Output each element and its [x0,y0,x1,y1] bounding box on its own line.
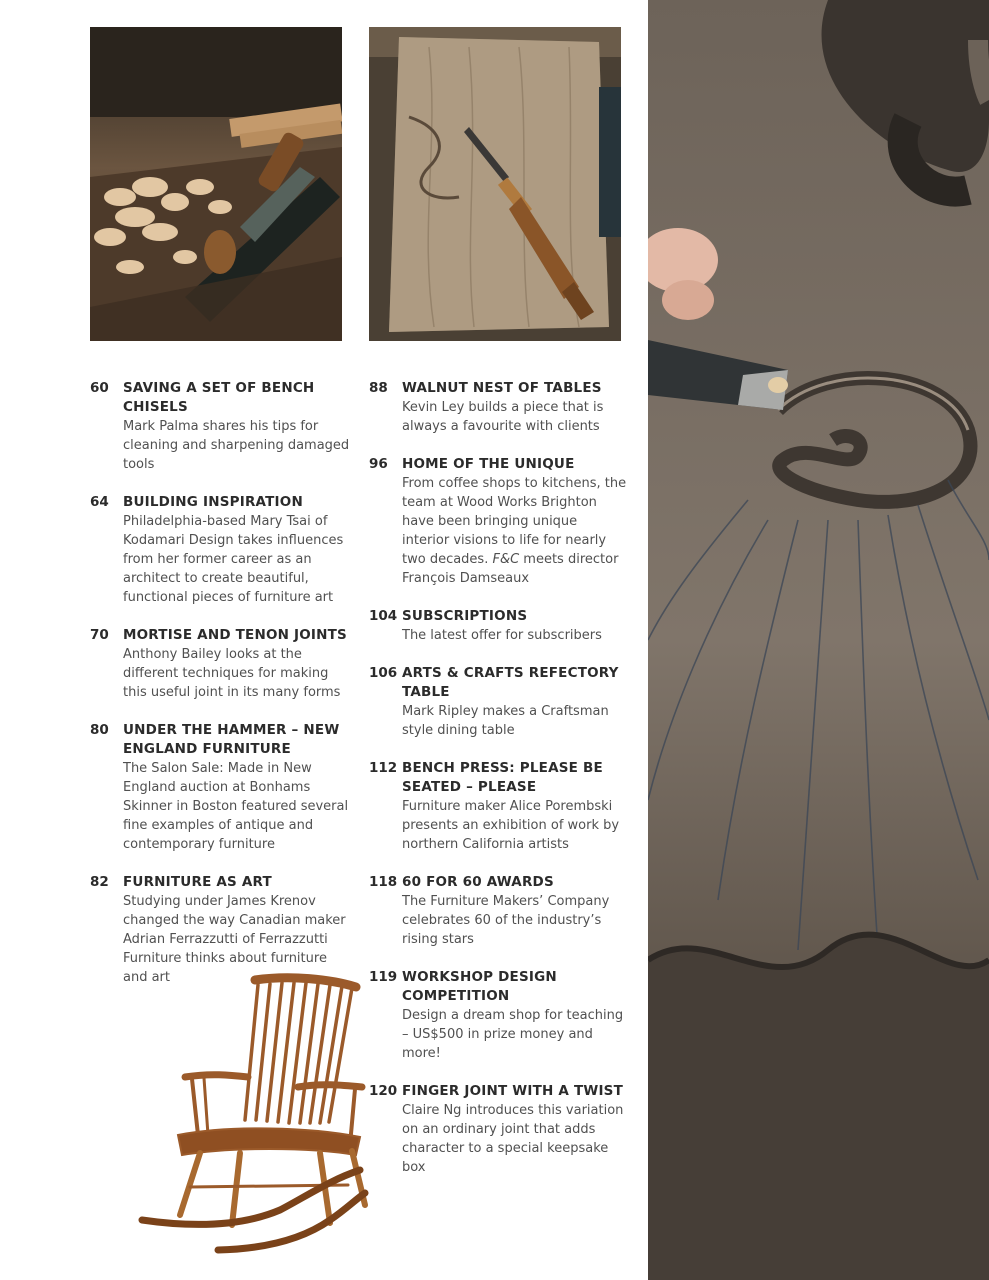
page-number: 96 [369,456,388,472]
page-number: 64 [90,494,109,510]
article-title: FURNITURE AS ART [123,874,272,890]
chisel-photo [369,27,621,341]
article-description: Mark Palma shares his tips for cleaning and sharpening damaged tools [123,419,350,472]
page-number: 119 [369,969,398,985]
page-number: 82 [90,874,109,890]
description-text: From coffee shops to kitchens, the team at Wood Works Brighton have been bringing unique interior visions to life for nearly two decades. [402,476,627,567]
page-number: 112 [369,760,398,776]
contents-entry[interactable] [90,379,350,474]
article-title: FINGER JOINT WITH A TWIST [402,1083,623,1099]
contents-entry[interactable] [369,379,627,436]
article-title: SAVING A SET OF BENCH CHISELS [123,380,315,415]
article-description: Studying under James Krenov changed the way Canadian maker Adrian Ferrazzutti of Ferrazzutti Furniture thinks about furniture and art [123,894,346,985]
article-description: Kevin Ley builds a piece that is always a favourite with clients [402,400,604,434]
contents-entry[interactable] [369,1082,627,1177]
article-description: The Furniture Makers’ Company celebrates 60 of the industry’s rising stars [402,894,610,947]
article-description: Mark Ripley makes a Craftsman style dining table [402,704,609,738]
article-description [402,474,627,588]
article-description: Claire Ng introduces this variation on an ordinary joint that adds character to a special keepsake box [402,1103,624,1175]
page-number: 120 [369,1083,398,1099]
article-description: Design a dream shop for teaching – US$500 in prize money and more! [402,1008,624,1061]
page-number: 60 [90,380,109,396]
contents-entry[interactable] [369,607,627,645]
page-number: 104 [369,608,398,624]
page-number: 118 [369,874,398,890]
article-title: BUILDING INSPIRATION [123,494,303,510]
hand-plane-photo [90,27,342,341]
article-title: UNDER THE HAMMER – NEW ENGLAND FURNITURE [123,722,340,757]
contents-entry[interactable] [369,873,627,949]
contents-entry[interactable] [369,455,627,588]
description-text: meets director François Damseaux [402,552,619,586]
article-title: WORKSHOP DESIGN COMPETITION [402,969,557,1004]
article-description: Furniture maker Alice Porembski presents an exhibition of work by northern California artists [402,799,620,852]
article-title: WALNUT NEST OF TABLES [402,380,602,396]
page-number: 88 [369,380,388,396]
article-description: Philadelphia-based Mary Tsai of Kodamari Design takes influences from her former career as an architect to create beautiful, functional pieces of furniture art [123,514,344,605]
contents-right-column [369,379,627,1196]
article-description: The latest offer for subscribers [402,628,602,643]
contents-entry[interactable] [90,626,350,702]
rocking-chair-image [130,965,370,1265]
page-number: 106 [369,665,398,681]
carving-photo [648,0,989,1280]
article-title: ARTS & CRAFTS REFECTORY TABLE [402,665,619,700]
page-number: 80 [90,722,109,738]
article-title: 60 FOR 60 AWARDS [402,874,554,890]
contents-left-column [90,379,350,1006]
article-title: MORTISE AND TENON JOINTS [123,627,347,643]
article-description: Anthony Bailey looks at the different techniques for making this useful joint in its many forms [123,647,341,700]
article-title: BENCH PRESS: PLEASE BE SEATED – PLEASE [402,760,603,795]
contents-entry[interactable] [369,664,627,740]
page-number: 70 [90,627,109,643]
contents-entry[interactable] [369,759,627,854]
article-title: HOME OF THE UNIQUE [402,456,575,472]
contents-entry[interactable] [369,968,627,1063]
contents-entry[interactable] [90,493,350,607]
contents-entry[interactable] [90,721,350,854]
article-title: SUBSCRIPTIONS [402,608,528,624]
magazine-name: F&C [492,552,520,567]
article-description: The Salon Sale: Made in New England auction at Bonhams Skinner in Boston featured several fine examples of antique and contemporary furniture [123,761,349,852]
